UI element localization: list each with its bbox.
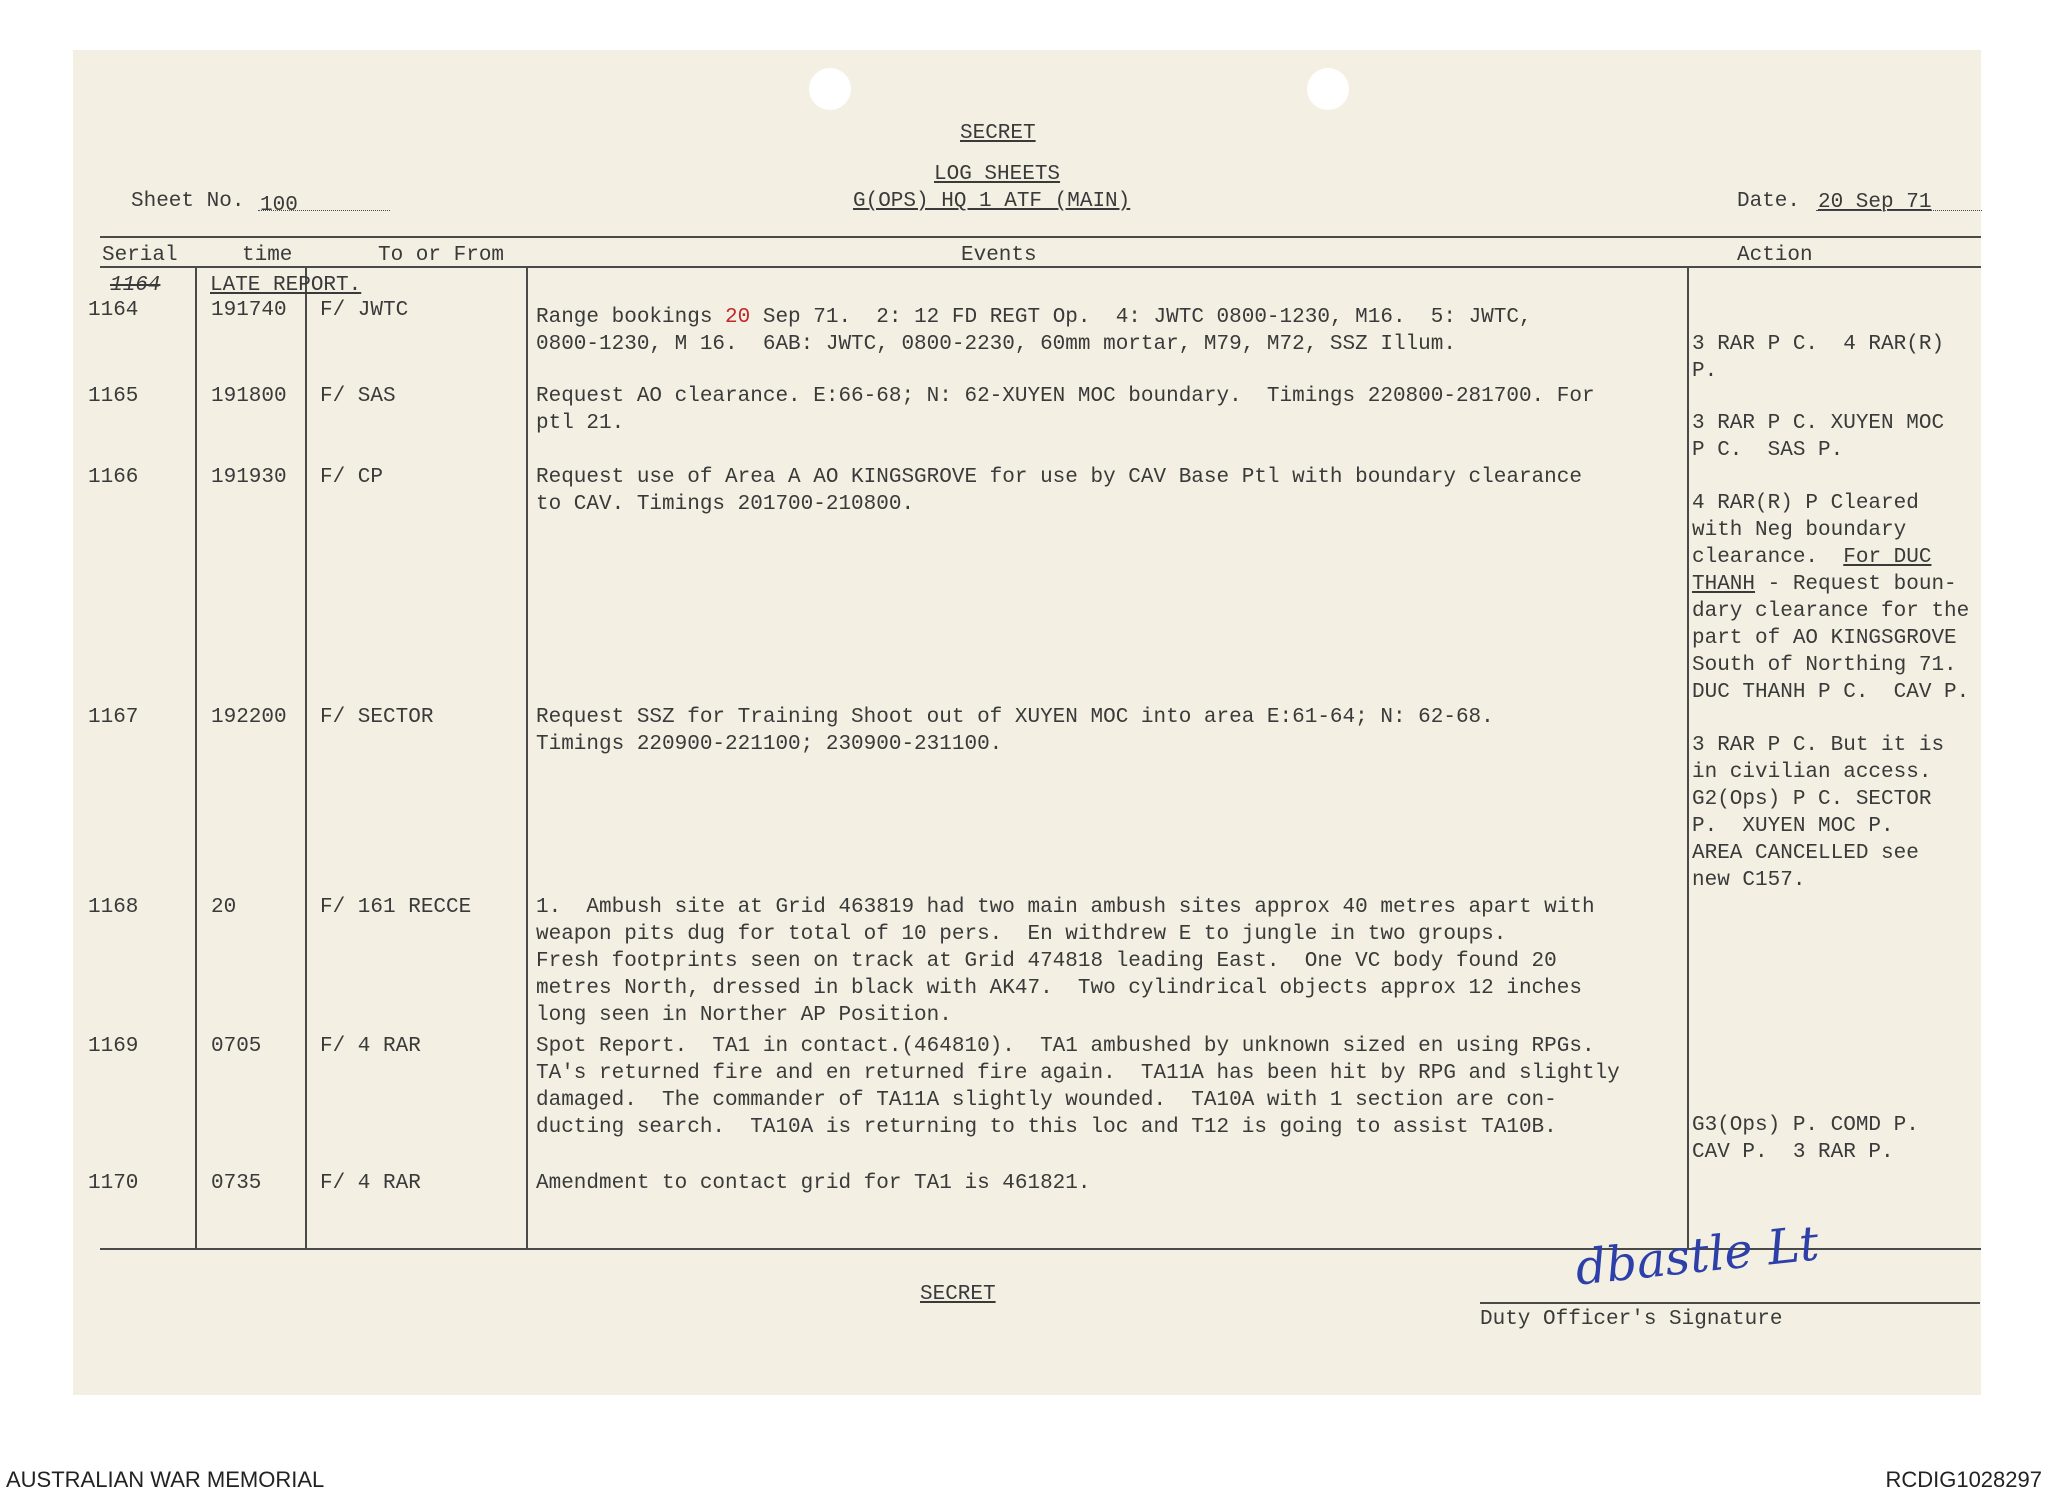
classification-bottom: SECRET xyxy=(920,1283,996,1306)
signature-line xyxy=(1480,1302,1980,1304)
serial-cell: 1167 xyxy=(88,706,139,729)
action-text-cont: - Request boun- dary clearance for the part of AO KINGSGROVE South of Northing 71. DUC THANH P C. CAV P. xyxy=(1692,573,1970,704)
to-from-cell: F/ JWTC xyxy=(320,299,409,322)
date-label: Date. xyxy=(1737,190,1801,213)
late-report-serial-struck: 1164 xyxy=(110,274,161,297)
column-divider-time xyxy=(195,268,197,1248)
time-cell: 191740 xyxy=(211,299,287,322)
to-from-cell: F/ 4 RAR xyxy=(320,1172,421,1195)
events-cell: 1. Ambush site at Grid 463819 had two main ambush sites approx 40 metres apart with weapon pits dug for total of 10 pers. En withdrew E to jungle in two groups. Fresh footprints seen on track at Grid 474818 leading East. One VC body found 20 metres North, dressed in black with AK47. Two cylindrical objects approx 12 inches long seen in Norther AP Position. xyxy=(536,896,1595,1027)
column-divider-events xyxy=(526,268,528,1248)
serial-cell: 1170 xyxy=(88,1172,139,1195)
sheet-number-underline xyxy=(258,210,390,211)
time-cell: 0705 xyxy=(211,1035,262,1058)
action-underlined: For DUC THANH xyxy=(1692,546,1932,596)
signature-label: Duty Officer's Signature xyxy=(1480,1308,1783,1331)
column-header-events: Events xyxy=(961,244,1037,267)
time-cell: 192200 xyxy=(211,706,287,729)
classification-top: SECRET xyxy=(960,122,1036,145)
serial-cell: 1168 xyxy=(88,896,139,919)
log-title: LOG SHEETS xyxy=(934,163,1061,186)
to-from-cell: F/ 4 RAR xyxy=(320,1035,421,1058)
column-header-serial: Serial xyxy=(102,244,178,267)
to-from-cell: F/ SAS xyxy=(320,385,396,408)
punch-hole-left xyxy=(809,68,851,110)
to-from-cell: F/ SECTOR xyxy=(320,706,434,729)
late-report-label: LATE REPORT. xyxy=(210,274,362,297)
date-underline xyxy=(1816,210,1982,211)
time-cell: 0735 xyxy=(211,1172,262,1195)
column-divider-action xyxy=(1687,268,1689,1248)
sheet-number-value: 100 xyxy=(260,194,298,217)
serial-cell: 1169 xyxy=(88,1035,139,1058)
archive-id: RCDIG1028297 xyxy=(1885,1467,2042,1492)
serial-cell: 1164 xyxy=(88,299,139,322)
duty-officer-signature: dbastle Lt xyxy=(1572,1215,1822,1297)
events-text: Range bookings xyxy=(536,306,726,329)
events-cell: Amendment to contact grid for TA1 is 461821. xyxy=(536,1172,1091,1195)
events-cell: Spot Report. TA1 in contact.(464810). TA1 ambushed by unknown sized en using RPGs. TA's returned fire and en returned fire again. TA11A has been hit by RPG and slightly damaged. The commander of TA11A slightly wounded. TA10A with 1 section are con- ducting search. TA10A is returning to this loc and T12 is going to assist TA10B. xyxy=(536,1035,1620,1139)
action-cell: 3 RAR P C. XUYEN MOC P C. SAS P. xyxy=(1692,412,1945,462)
column-header-time: time xyxy=(242,244,293,267)
action-cell: 3 RAR P C. 4 RAR(R) P. xyxy=(1692,333,1945,383)
events-text-cont: Sep 71. 2: 12 FD REGT Op. 4: JWTC 0800-1230, M16. 5: JWTC, 0800-1230, M 16. 6AB: JWTC, 0800-2230, 60mm mortar, M79, M72, SSZ Illum. xyxy=(536,306,1532,356)
table-top-rule xyxy=(100,236,1981,238)
date-value: 20 Sep 71 xyxy=(1818,191,1932,214)
to-from-cell: F/ CP xyxy=(320,466,384,489)
action-cell: G3(Ops) P. COMD P. CAV P. 3 RAR P. xyxy=(1692,1114,1919,1164)
column-divider-to-from xyxy=(305,268,307,1248)
time-cell: 20 xyxy=(211,896,237,919)
action-cell xyxy=(1692,490,1969,706)
log-subtitle: G(OPS) HQ 1 ATF (MAIN) xyxy=(853,190,1131,213)
column-header-action: Action xyxy=(1737,244,1813,267)
column-header-to-from: To or From xyxy=(378,244,505,267)
events-cell: Request SSZ for Training Shoot out of XUYEN MOC into area E:61-64; N: 62-68. Timings 220900-221100; 230900-231100. xyxy=(536,706,1494,756)
time-cell: 191800 xyxy=(211,385,287,408)
serial-cell: 1166 xyxy=(88,466,139,489)
events-cell xyxy=(536,304,1532,358)
time-cell: 191930 xyxy=(211,466,287,489)
to-from-cell: F/ 161 RECCE xyxy=(320,896,472,919)
action-text: 4 RAR(R) P Cleared with Neg boundary clearance. xyxy=(1692,492,1919,569)
serial-cell: 1165 xyxy=(88,385,139,408)
archive-credit: AUSTRALIAN WAR MEMORIAL xyxy=(6,1467,325,1492)
events-cell: Request AO clearance. E:66-68; N: 62-XUYEN MOC boundary. Timings 220800-281700. For ptl 21. xyxy=(536,385,1595,435)
events-red-date: 20 xyxy=(725,306,751,329)
action-cell: 3 RAR P C. But it is in civilian access. G2(Ops) P C. SECTOR P. XUYEN MOC P. AREA CANCELLED see new C157. xyxy=(1692,734,1945,892)
events-cell: Request use of Area A AO KINGSGROVE for use by CAV Base Ptl with boundary clearance to CAV. Timings 201700-210800. xyxy=(536,466,1582,516)
punch-hole-right xyxy=(1307,68,1349,110)
sheet-number-label: Sheet No. xyxy=(131,190,245,213)
